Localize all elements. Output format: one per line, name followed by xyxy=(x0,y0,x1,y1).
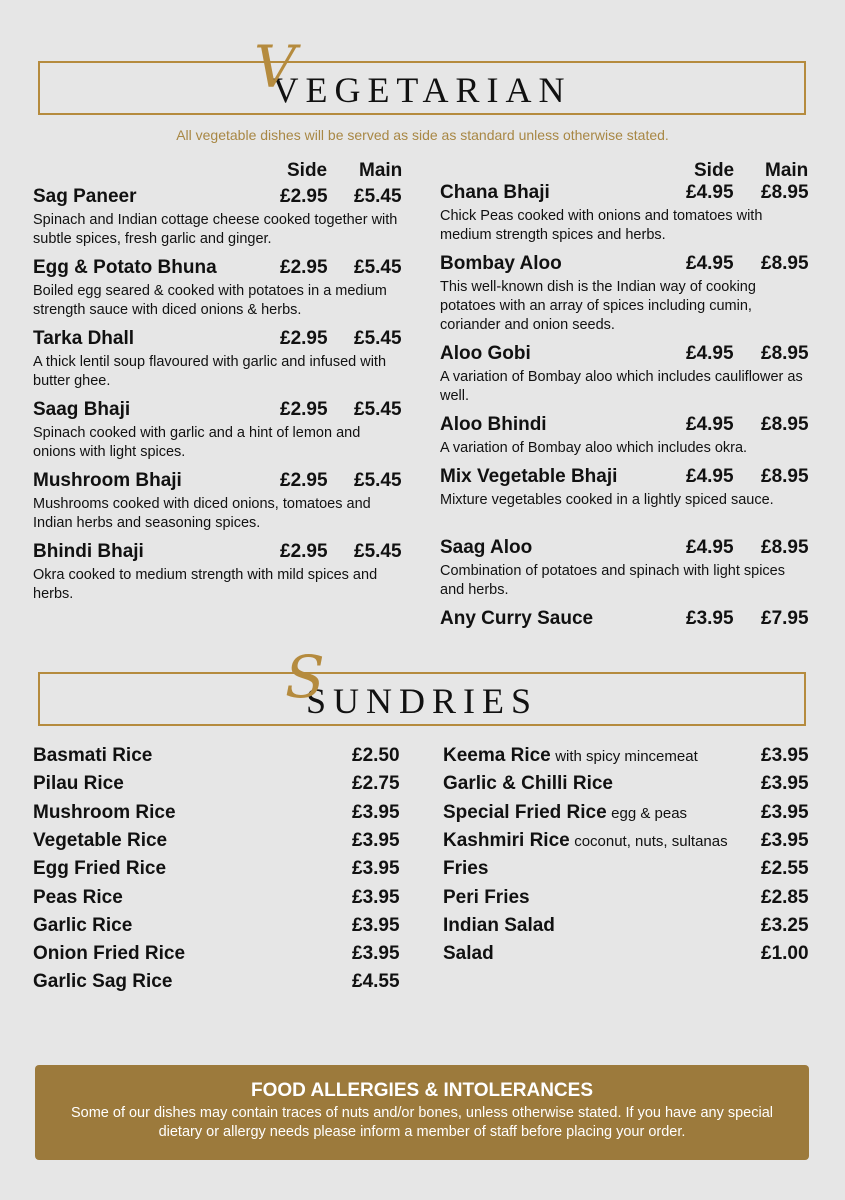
sundry-price: £2.55 xyxy=(761,858,809,880)
sundry-price: £2.75 xyxy=(352,773,400,795)
dish-description: Spinach cooked with garlic and a hint of lemon and onions with light spices. xyxy=(33,425,361,460)
menu-item xyxy=(440,466,810,510)
sundry-item xyxy=(443,829,809,858)
side-price: £4.95 xyxy=(686,253,734,274)
main-price: £5.45 xyxy=(354,257,402,278)
main-price: £5.45 xyxy=(354,399,402,420)
dish-name: Saag Bhaji xyxy=(33,399,131,420)
allergy-text: Some of our dishes may contain traces of nuts and/or bones, unless otherwise stated. If you have any special dietary or allergy needs please inform a member of staff before placing your order. xyxy=(70,1105,774,1140)
sundry-item xyxy=(33,858,400,886)
sundry-item xyxy=(33,801,400,830)
main-price: £8.95 xyxy=(761,253,809,274)
side-price: £2.95 xyxy=(280,541,328,562)
menu-item xyxy=(33,399,403,462)
dish-name: Saag Aloo xyxy=(440,537,533,558)
dish-name: Chana Bhaji xyxy=(440,182,550,203)
right-col-side-header: Side xyxy=(694,160,735,181)
menu-item xyxy=(33,470,403,533)
sundry-price: £3.95 xyxy=(352,829,400,851)
dish-description: Mushrooms cooked with diced onions, tomatoes and Indian herbs and seasoning spices. xyxy=(33,496,371,531)
sundry-extra: egg & peas xyxy=(611,804,688,822)
sundry-price: £3.95 xyxy=(352,801,400,823)
sundry-name: Egg Fried Rice xyxy=(33,858,167,880)
dish-description: A variation of Bombay aloo which includes okra. xyxy=(440,440,748,456)
vegetarian-script-letter: V xyxy=(254,33,296,101)
sundry-name: Vegetable Rice xyxy=(33,829,168,851)
sundry-name: Kashmiri Rice xyxy=(443,829,570,851)
sundry-name: Pilau Rice xyxy=(33,773,124,795)
sundry-item xyxy=(33,773,400,801)
side-price: £4.95 xyxy=(686,414,734,435)
main-price: £8.95 xyxy=(761,537,809,558)
left-col-side-header: Side xyxy=(287,160,328,181)
sundries-header-box xyxy=(38,672,806,726)
sundry-name: Keema Rice xyxy=(443,745,551,766)
dish-description: A variation of Bombay aloo which includes cauliflower as well. xyxy=(440,369,803,404)
main-price: £8.95 xyxy=(761,466,809,487)
sundry-item xyxy=(443,858,809,886)
dish-name: Aloo Gobi xyxy=(440,343,531,364)
sundry-price: £3.95 xyxy=(352,943,400,965)
side-price: £2.95 xyxy=(280,399,328,420)
sundry-name: Garlic Sag Rice xyxy=(33,971,173,993)
sundry-extra: coconut, nuts, sultanas xyxy=(574,832,728,850)
sundry-price: £1.00 xyxy=(761,943,809,965)
dish-name: Aloo Bhindi xyxy=(440,414,547,435)
sundry-item xyxy=(443,943,809,971)
sundry-name: Fries xyxy=(443,858,489,880)
side-price: £2.95 xyxy=(280,257,328,278)
sundries-title: SUNDRIES xyxy=(305,681,539,721)
sundry-extra: with spicy mincemeat xyxy=(555,748,698,765)
dish-description: Mixture vegetables cooked in a lightly spiced sauce. xyxy=(440,492,774,508)
main-price: £8.95 xyxy=(761,414,809,435)
dish-description: Spinach and Indian cottage cheese cooked together with subtle spices, fresh garlic and ginger. xyxy=(33,212,398,247)
sundry-price: £2.85 xyxy=(761,886,809,908)
main-price: £5.45 xyxy=(354,470,402,491)
menu-item xyxy=(33,186,403,249)
sundry-item xyxy=(33,886,400,915)
sundry-price: £3.95 xyxy=(761,829,809,851)
right-col-main-header: Main xyxy=(765,160,809,181)
main-price: £8.95 xyxy=(761,182,809,203)
sundry-item xyxy=(33,914,400,943)
sundry-price: £3.95 xyxy=(761,801,809,823)
menu-item xyxy=(440,414,810,458)
sundry-price: £2.50 xyxy=(352,745,400,766)
main-price: £5.45 xyxy=(354,328,402,349)
side-price: £4.95 xyxy=(686,343,734,364)
sundry-item xyxy=(443,773,809,801)
dish-name: Any Curry Sauce xyxy=(440,608,594,629)
sundry-name: Garlic Rice xyxy=(33,914,133,936)
dish-description: Chick Peas cooked with onions and tomatoes with medium strength spices and herbs. xyxy=(440,208,763,243)
sundry-item xyxy=(443,801,809,830)
sundry-item xyxy=(443,886,809,915)
side-price: £4.95 xyxy=(686,466,734,487)
allergy-title: FOOD ALLERGIES & INTOLERANCES xyxy=(250,1080,594,1101)
sundry-name: Peas Rice xyxy=(33,886,123,908)
sundry-price: £4.55 xyxy=(352,971,400,993)
dish-name: Bombay Aloo xyxy=(440,253,562,274)
sundry-item xyxy=(33,745,400,773)
dish-name: Mix Vegetable Bhaji xyxy=(440,466,618,487)
menu-item xyxy=(440,253,810,335)
menu-item xyxy=(33,328,403,391)
sundry-name: Peri Fries xyxy=(443,886,530,908)
sundry-item xyxy=(443,745,809,773)
side-price: £2.95 xyxy=(280,470,328,491)
side-price: £2.95 xyxy=(280,186,328,207)
menu-item xyxy=(440,343,810,406)
dish-description: This well-known dish is the Indian way of cooking potatoes with an array of spices including cumin, coriander and onion seeds. xyxy=(440,279,756,333)
menu-item xyxy=(440,608,810,633)
side-price: £2.95 xyxy=(280,328,328,349)
vegetarian-header-box xyxy=(38,61,806,115)
main-price: £5.45 xyxy=(354,541,402,562)
sundry-name: Basmati Rice xyxy=(33,745,153,766)
side-price: £4.95 xyxy=(686,182,734,203)
sundry-price: £3.95 xyxy=(761,773,809,795)
sundry-name: Special Fried Rice xyxy=(443,801,607,823)
sundries-script-letter: S xyxy=(285,643,325,711)
menu-item xyxy=(440,537,810,600)
sundry-price: £3.25 xyxy=(761,914,809,936)
dish-name: Tarka Dhall xyxy=(33,328,135,349)
sundry-price: £3.95 xyxy=(352,886,400,908)
menu-item xyxy=(440,182,810,245)
sundry-item xyxy=(33,971,400,999)
sundry-item xyxy=(33,829,400,858)
dish-name: Bhindi Bhaji xyxy=(33,541,144,562)
main-price: £5.45 xyxy=(354,186,402,207)
sundry-name: Mushroom Rice xyxy=(33,801,176,823)
menu-item xyxy=(33,541,403,604)
left-col-main-header: Main xyxy=(359,160,403,181)
dish-description: Boiled egg seared & cooked with potatoes in a medium strength sauce with diced onions & herbs. xyxy=(33,283,387,318)
sundry-price: £3.95 xyxy=(761,745,809,766)
vegetarian-note: All vegetable dishes will be served as side as standard unless otherwise stated. xyxy=(176,127,669,143)
sundry-price: £3.95 xyxy=(352,914,400,936)
main-price: £8.95 xyxy=(761,343,809,364)
sundry-name: Garlic & Chilli Rice xyxy=(443,773,613,795)
side-price: £4.95 xyxy=(686,537,734,558)
sundry-name: Indian Salad xyxy=(443,914,555,936)
dish-name: Sag Paneer xyxy=(33,186,137,207)
dish-description: Combination of potatoes and spinach with light spices and herbs. xyxy=(440,563,785,598)
dish-description: Okra cooked to medium strength with mild spices and herbs. xyxy=(33,567,378,602)
sundry-name: Salad xyxy=(443,943,494,965)
dish-name: Mushroom Bhaji xyxy=(33,470,182,491)
sundry-name: Onion Fried Rice xyxy=(33,943,186,965)
sundry-item xyxy=(443,914,809,943)
main-price: £7.95 xyxy=(761,608,809,629)
vegetarian-title: VEGETARIAN xyxy=(272,70,572,110)
allergy-notice xyxy=(35,1065,809,1160)
dish-description: A thick lentil soup flavoured with garlic and infused with butter ghee. xyxy=(33,354,387,389)
sundry-item xyxy=(33,943,400,971)
dish-name: Egg & Potato Bhuna xyxy=(33,257,217,278)
sundry-price: £3.95 xyxy=(352,858,400,880)
side-price: £3.95 xyxy=(686,608,734,629)
menu-item xyxy=(33,257,403,320)
